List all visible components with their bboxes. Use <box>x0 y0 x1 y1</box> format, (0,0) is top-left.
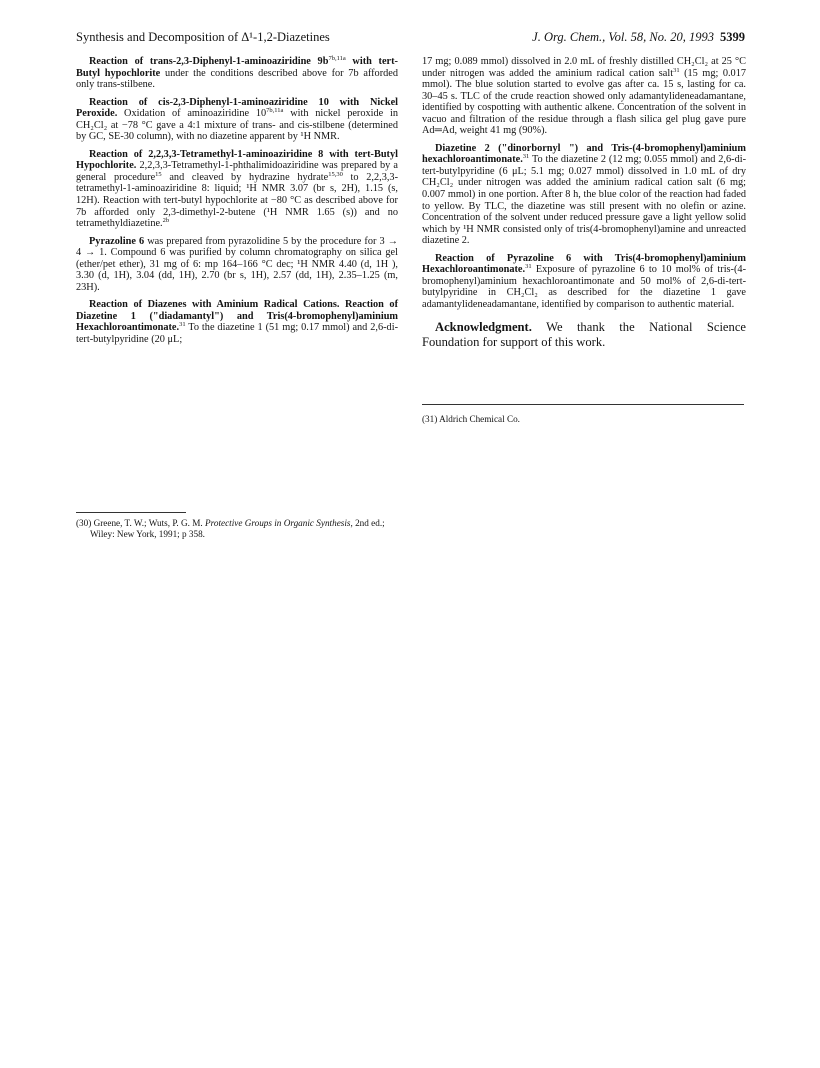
paragraph-body: (15 mg; 0.017 mmol). The blue solution started to evolve gas after ca. 15 s, lasting for ca. 30–45 s. TLC of the crude reaction showed only adamantylideneadamantane, identified by cospotting with authentic alkene. Concentration of the solvent in vacuo and filtration of the residue through a flash silica gel plug gave pure Ad═Ad, weight 41 mg (90%). <box>422 67 747 137</box>
paragraph-body: Oxidation of aminoaziridine 10 <box>124 108 267 120</box>
citation: 31 <box>673 66 680 74</box>
paragraph-body: to 2,2,3,3-tetramethyl-1-aminoaziridine 8: liquid; ¹H NMR 3.07 (br s, 2H), 1.15 (s, 12H). Reaction with tert-butyl hypochlorite at −80 °C as described above for 7b afforded only 2,3-dimethyl-2-butene (¹H NMR 1.65 (s)) and no tetramethyldiazetine. <box>76 171 398 230</box>
paragraph-heading: Diazetine 2 ("dinorbornyl ") and Tris-(4-bromophenyl)aminium hexachloroantimonate. <box>422 142 746 166</box>
paragraph-heading: with tert-Butyl hypochlorite <box>76 56 398 79</box>
footnote-book-title: Protective Groups in Organic Synthesis <box>205 518 351 528</box>
paragraph-body: under the conditions described above for 7b afforded only trans-stilbene. <box>76 67 399 91</box>
paragraph-body: with nickel peroxide in CH₂Cl₂ at −78 °C gave a 4:1 mixture of trans- and cis-stilbene (determined by GC, SE-30 column), with no diazetine apparent by ¹H NMR. <box>76 108 398 143</box>
paragraph-body: 17 mg; 0.089 mmol) dissolved in 2.0 mL of freshly distilled CH₂Cl₂ at 25 °C under nitrogen was added the aminium radical cation salt <box>422 56 746 79</box>
paragraph-heading: Reaction of cis-2,3-Diphenyl-1-aminoaziridine 10 with Nickel Peroxide. <box>76 96 398 120</box>
paragraph-pyrazoline <box>76 236 398 294</box>
footnote-30 <box>76 518 398 540</box>
citation: 31 <box>179 321 186 329</box>
footnote-authors: Greene, T. W.; Wuts, P. G. M. <box>93 518 203 528</box>
paragraph-body: and cleaved by hydrazine hydrate <box>169 171 329 183</box>
acknowledgment <box>422 320 746 349</box>
paragraph-trans-aminoaziridine <box>76 56 398 91</box>
paragraph-heading: Pyrazoline 6 <box>89 235 145 247</box>
paragraph-body: 2,2,3,3-Tetramethyl-1-phthalimidoaziridine was prepared by a general procedure <box>76 160 398 183</box>
acknowledgment-body: We thank the National Science Foundation for support of this work. <box>422 320 747 350</box>
citation: 15 <box>155 170 162 178</box>
paragraph-body: To the diazetine 2 (12 mg; 0.055 mmol) and 2,6-di-tert-butylpyridine (6 μL; 5.1 mg; 0.027 mmol) dissolved in 1.0 mL of dry CH₂Cl₂ under nitrogen was added the aminium radical cation salt (6 mg; 0.007 mmol) in one portion. After 8 h, the blue color of the reaction had faded to yellow. By TLC, the diazetine was still present with no olefin or azine. Concentration of the solvent under reduced pressure gave a light yellow solid which by ¹H NMR consisted only of tris(4-bromophenyl)amine and unreacted diazetine 2. <box>422 154 747 247</box>
footnote-text: (31) Aldrich Chemical Co. <box>422 414 520 424</box>
running-title: Synthesis and Decomposition of Δ¹-1,2-Diazetines <box>76 30 330 44</box>
citation: 2b <box>162 217 170 225</box>
footnote-number: (30) <box>76 518 92 528</box>
paragraph-body: Exposure of pyrazoline 6 to 10 mol% of tris-(4-bromophenyl)aminium hexachloroantimonate and 50 mol% of 2,6-di-tert-butylpyridine in CH₂Cl₂ as described for the diazetine 1 gave adamantylideneadamantane, identified by comparison to authentic material. <box>422 264 746 310</box>
footnote-31 <box>422 414 744 425</box>
paragraph-continued <box>422 56 746 137</box>
citation: 7b,11a <box>328 55 346 62</box>
footnote-divider <box>76 512 186 513</box>
paragraph-diazenes-aminium <box>76 299 398 345</box>
citation: 15,30 <box>328 170 343 178</box>
paragraph-heading: Reaction of Diazenes with Aminium Radical Cations. Reaction of Diazetine 1 ("diadamantyl") and Tris(4-bromophenyl)aminium Hexachloroantimonate. <box>76 299 398 334</box>
paragraph-heading: Reaction of 2,2,3,3-Tetramethyl-1-aminoaziridine 8 with tert-Butyl Hypochlorite. <box>76 148 398 172</box>
paragraph-body: To the diazetine 1 (51 mg; 0.17 mmol) and 2,6-di-tert-butylpyridine (20 μL; <box>76 322 398 346</box>
citation: 31 <box>522 153 530 161</box>
left-column <box>76 56 398 352</box>
right-column <box>422 56 746 366</box>
paragraph-pyrazoline-aminium <box>422 253 746 311</box>
paragraph-cis-aminoaziridine <box>76 97 398 143</box>
page-number: 5399 <box>720 30 745 44</box>
paragraph-heading: Reaction of trans-2,3-Diphenyl-1-aminoaziridine 9b <box>89 56 329 67</box>
paragraph-tetramethyl-aminoaziridine <box>76 149 398 230</box>
paragraph-heading: Reaction of Pyrazoline 6 with Tris(4-bromophenyl)aminium Hexachloroantimonate. <box>422 252 746 276</box>
footnote-publisher: , 2nd ed.; Wiley: New York, 1991; p 358. <box>90 518 385 539</box>
paragraph-body: was prepared from pyrazolidine 5 by the procedure for 3 → 4 → 1. Compound 6 was purified by column chromatography on silica gel (ether/pet ether), 31 mg of 6: mp 164–166 °C dec; ¹H NMR 4.40 (d, 1H ), 3.30 (d, 1H), 3.04 (dd, 1H), 2.70 (br s, 1H), 2.57 (dd, 1H), 2.35–1.25 (m, 23H). <box>76 235 398 293</box>
running-header <box>76 30 745 46</box>
footnote-divider <box>422 404 744 405</box>
paragraph-dinorbornyl-diazetine <box>422 143 746 247</box>
footnote-text <box>76 518 398 540</box>
acknowledgment-heading: Acknowledgment. <box>435 320 532 335</box>
citation: 31 <box>525 263 532 271</box>
journal-citation <box>532 30 745 45</box>
citation: 7b,11a <box>266 107 284 115</box>
journal-name: J. Org. Chem., Vol. 58, No. 20, 1993 <box>532 30 714 44</box>
